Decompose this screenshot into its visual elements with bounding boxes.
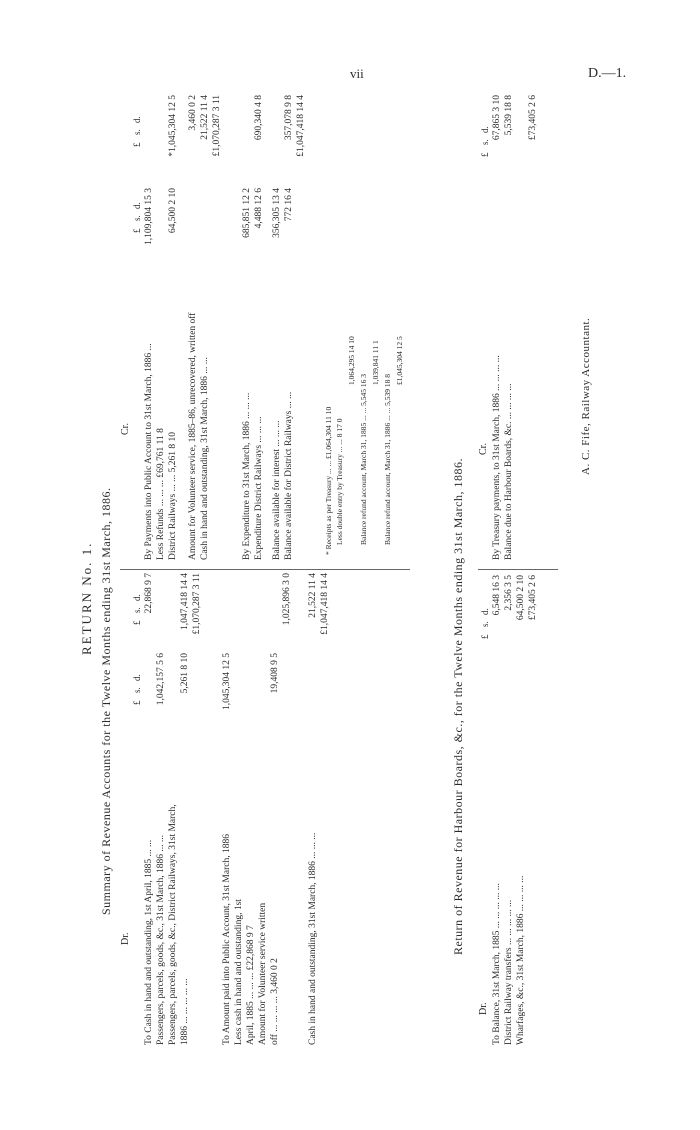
debit-line-text: April, 1885 ... ... ... £22,868 9 7 [246, 925, 256, 1045]
rotated-page-content [80, 75, 620, 1075]
footnote-line: £1,045,304 12 5 [395, 336, 404, 385]
credit-line-text: Balance available for interest ... ... ... [272, 420, 282, 560]
page-number: vii [350, 66, 364, 81]
debit-line-sub-amount: 1,042,157 5 6 [156, 653, 166, 706]
money-col-header: £ [132, 228, 142, 233]
money-col-header: d. [132, 116, 142, 123]
credit-line-amount: 5,539 18 8 [504, 95, 514, 136]
return1-cr-label: Cr. [120, 423, 131, 435]
credit-line-sub-amount: 685,851 12 2 [242, 188, 252, 238]
money-col-header: £ [132, 700, 142, 705]
return1-dr-label: Dr. [120, 932, 131, 945]
debit-line-text: Passengers, parcels, goods, &c., District Railways, 31st March, [168, 804, 178, 1045]
footnote-line: Less double entry by Treasury ... ... 8 17 0 [335, 418, 344, 545]
money-col-header: £ [132, 142, 142, 147]
money-col-header: d. [480, 608, 490, 615]
debit-line-text: To Balance, 31st March, 1885 ... ... ... ... ... [492, 883, 502, 1045]
credit-line-amount: £1,070,287 3 11 [212, 95, 222, 157]
accountant-signature: A. C. Fife, Railway Accountant. [580, 317, 592, 475]
credit-line-amount: *1,045,304 12 5 [168, 95, 178, 157]
return-heading: RETURN No. 1. [79, 541, 94, 655]
debit-line-amount: 21,522 11 4 [308, 573, 318, 618]
credit-line-text: Amount for Volunteer service, 1885–86, unrecovered, written off [188, 312, 198, 560]
money-col-header: d. [132, 594, 142, 601]
money-col-header: £ [480, 634, 490, 639]
debit-line-amount: 2,356 3 5 [504, 575, 514, 611]
debit-line-sub-amount: 1,045,304 12 5 [222, 653, 232, 710]
credit-line-amount: 357,078 9 8 [284, 95, 294, 141]
debit-line-text: 1886 ... ... ... ... ... [180, 978, 190, 1045]
credit-line-sub-amount: 1,109,804 15 3 [144, 188, 154, 245]
debit-line-amount: £73,405 2 6 [528, 575, 538, 621]
debit-line-amount: 22,868 9 7 [144, 573, 154, 614]
money-col-header: £ [132, 620, 142, 625]
footnote-line: 1,064,295 14 10 [347, 336, 356, 385]
document-reference: D.—1. [588, 66, 627, 81]
debit-line-amount: £1,047,418 14 4 [320, 573, 330, 635]
debit-line-amount: 1,025,896 3 0 [282, 573, 292, 626]
return2-dr-label: Dr. [478, 1002, 489, 1015]
return2-cr-label: Cr. [478, 443, 489, 455]
credit-line-text: By Treasury payments, to 31st March, 1886 ... ... ... ... [492, 355, 502, 560]
credit-line-text: Less Refunds ... ... ... £69,761 11 8 [156, 428, 166, 560]
money-col-header: s. [480, 621, 490, 627]
credit-line-text: Expenditure District Railways ... ... ... [254, 416, 264, 560]
credit-line-text: District Railways ... ... 5,261 8 10 [168, 432, 178, 560]
money-col-header: £ [480, 152, 490, 157]
credit-line-amount: £1,047,418 14 4 [296, 95, 306, 157]
credit-line-amount: 21,522 11 4 [200, 95, 210, 140]
footnote-line: * Receipts as per Treasury ... ... £1,064,304 11 10 [324, 406, 333, 555]
debit-line-amount: 64,500 2 10 [516, 575, 526, 621]
debit-line-text: Wharfages, &c., 31st March, 1886 ... ... ... ... [516, 875, 526, 1045]
debit-line-text: Less cash in hand and outstanding, 1st [234, 899, 244, 1045]
debit-line-amount: £1,070,287 3 11 [192, 573, 202, 635]
money-col-header: d. [132, 202, 142, 209]
debit-line-text: To Cash in hand and outstanding, 1st April, 1885 ... ... [144, 839, 154, 1045]
return1-title: Summary of Revenue Accounts for the Twelve Months ending 31st March, 1886. [99, 487, 113, 915]
debit-line-text: To Amount paid into Public Account, 31st March, 1886 [222, 834, 232, 1045]
debit-line-text: District Railway transfers ... ... ... ... ... [504, 899, 514, 1045]
credit-line-sub-amount: 772 16 4 [284, 188, 294, 222]
credit-line-text: Balance available for District Railways ... ... [284, 391, 294, 560]
footnote-line: Balance refund account, March 31, 1886 ... ... 5,539 18 8 [383, 374, 392, 545]
debit-line-text: off ... ... ... ... 3,460 0 2 [270, 958, 280, 1045]
debit-line-text: Amount for Volunteer service written [258, 902, 268, 1045]
credit-line-sub-amount: 4,488 12 6 [254, 188, 264, 229]
debit-line-sub-amount: 5,261 8 10 [180, 653, 190, 694]
money-col-header: d. [132, 674, 142, 681]
return1-divider [120, 569, 410, 570]
debit-line-amount: 6,548 16 3 [492, 575, 502, 616]
credit-line-amount: 67,865 3 10 [492, 95, 502, 141]
credit-line-amount: 3,460 0 2 [188, 95, 198, 131]
return2-divider [478, 569, 558, 570]
debit-line-sub-amount: 19,408 9 5 [270, 653, 280, 694]
credit-line-text: Balance due to Harbour Boards, &c. ... ... ... ... [504, 383, 514, 560]
footnote-line: 1,039,841 11 1 [371, 340, 380, 385]
money-col-header: d. [480, 126, 490, 133]
return2-title: Return of Revenue for Harbour Boards, &c., for the Twelve Months ending 31st March, 1886. [451, 457, 465, 955]
credit-line-sub-amount: 356,305 13 4 [272, 188, 282, 238]
credit-line-amount: £73,405 2 6 [528, 95, 538, 141]
credit-line-sub-amount: 64,500 2 10 [168, 188, 178, 234]
credit-line-amount: 690,340 4 8 [254, 95, 264, 141]
footnote-line: Balance refund account, March 31, 1885 ... ... 5,545 16 3 [359, 374, 368, 545]
debit-line-text: Passengers, parcels, goods, &c., 31st March, 1886 ... ... [156, 834, 166, 1045]
money-col-header: s. [132, 129, 142, 135]
credit-line-text: Cash in hand and outstanding, 31st March, 1886 ... ... [200, 357, 210, 560]
money-col-header: s. [480, 139, 490, 145]
money-col-header: s. [132, 687, 142, 693]
debit-line-amount: 1,047,418 14 4 [180, 573, 190, 630]
credit-line-text: By Expenditure to 31st March, 1886 ... ... ... [242, 392, 252, 560]
credit-line-text: By Payments into Public Account to 31st March, 1886 ... [144, 343, 154, 560]
money-col-header: s. [132, 215, 142, 221]
money-col-header: s. [132, 607, 142, 613]
debit-line-text: Cash in hand and outstanding, 31st March, 1886 ... ... ... [308, 832, 318, 1045]
